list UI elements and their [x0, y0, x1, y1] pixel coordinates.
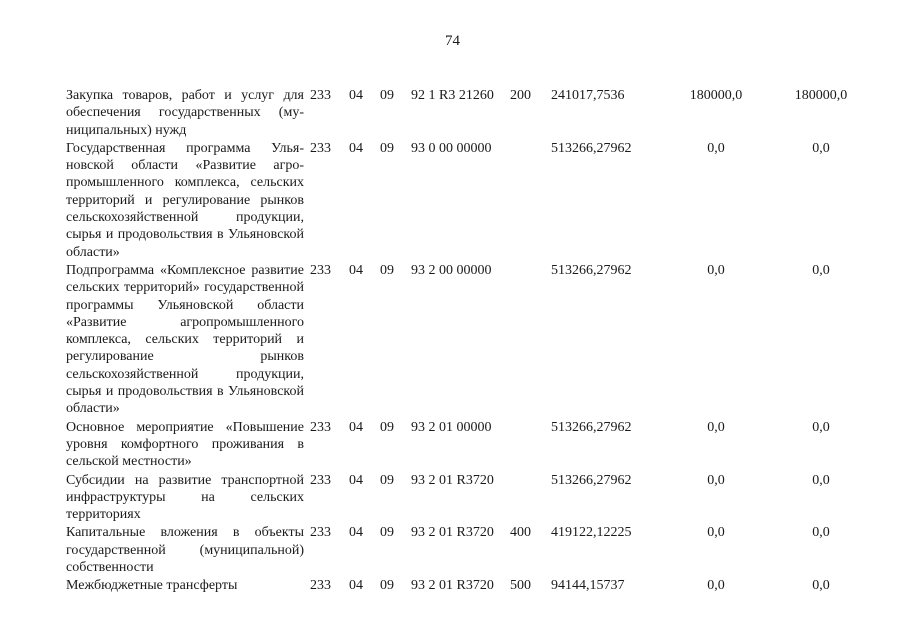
row-rz: 04: [349, 262, 363, 278]
row-csr: 93 2 01 R3720: [411, 525, 494, 541]
row-grbs: 233: [310, 88, 331, 103]
row-grbs: 233: [310, 578, 331, 594]
page-number: 74: [445, 33, 460, 49]
row-sum3: 0,0: [812, 578, 830, 594]
row-vr: [510, 419, 547, 472]
row-pr: 09: [380, 262, 394, 278]
budget-table: [66, 87, 871, 596]
row-vr: [510, 262, 547, 419]
row-pr: 09: [380, 472, 394, 488]
row-sum1: 513266,27962: [551, 262, 632, 278]
row-rz: 04: [349, 419, 363, 435]
row-pr: 09: [380, 578, 394, 594]
row-grbs: 233: [310, 419, 331, 435]
row-sum2: 0,0: [707, 140, 725, 156]
row-sum1: 513266,27962: [551, 472, 632, 488]
row-csr: 93 0 00 00000: [411, 140, 492, 156]
row-sum1: 241017,7536: [551, 88, 625, 103]
row-name: Подпрограмма «Комплексное развитие сельских территорий» государственной программы Ульяновской области «Развитие агропромышленного комплекса, сельских территорий и регулирование рынков сельскохозяйственной продукции, сырья и продовольствия в Ульяновской области»: [66, 262, 304, 417]
row-name: Субсидии на развитие транспортной инфраструктуры на сельских территориях: [66, 472, 304, 523]
row-name: Межбюджетные трансферты: [66, 578, 238, 594]
row-sum3: 0,0: [812, 140, 830, 156]
table-row: [66, 87, 871, 140]
row-csr: 92 1 R3 21260: [411, 88, 494, 103]
row-name: Основное мероприятие «Повышение уровня комфортного проживания в сельской местности»: [66, 419, 304, 470]
table-row: [66, 577, 871, 595]
row-pr: 09: [380, 88, 394, 103]
row-grbs: 233: [310, 525, 331, 541]
row-sum3: 0,0: [812, 472, 830, 488]
row-csr: 93 2 01 00000: [411, 419, 492, 435]
row-rz: 04: [349, 472, 363, 488]
row-name: Закупка товаров, работ и услуг для обеспечения государственных (муниципальных) нужд: [66, 88, 304, 138]
row-sum3: 0,0: [812, 419, 830, 435]
row-csr: 93 2 00 00000: [411, 262, 492, 278]
row-grbs: 233: [310, 262, 331, 278]
row-pr: 09: [380, 419, 394, 435]
row-sum1: 94144,15737: [551, 578, 625, 594]
table-row: [66, 419, 871, 472]
row-name: Государственная программа Ульяновской области «Развитие агропромышленного комплекса, сельских территорий и регулирование рынков сельскохозяйственной продукции, сырья и продовольствия в Ульяновской области»: [66, 140, 304, 260]
table-row: [66, 524, 871, 577]
row-name: Капитальные вложения в объекты государственной (муниципальной) собственности: [66, 525, 304, 576]
row-pr: 09: [380, 140, 394, 156]
row-vr: [510, 472, 547, 525]
row-sum2: 0,0: [707, 472, 725, 488]
row-sum1: 513266,27962: [551, 140, 632, 156]
row-pr: 09: [380, 525, 394, 541]
row-vr: 200: [510, 88, 531, 103]
row-sum2: 180000,0: [689, 88, 743, 103]
row-sum3: 0,0: [812, 262, 830, 278]
table-row: [66, 262, 871, 419]
row-vr: [510, 140, 547, 262]
table-row: [66, 140, 871, 262]
table-row: [66, 472, 871, 525]
row-rz: 04: [349, 140, 363, 156]
row-csr: 93 2 01 R3720: [411, 578, 494, 594]
row-vr: 400: [510, 525, 531, 541]
row-sum2: 0,0: [707, 525, 725, 541]
row-sum3: 0,0: [812, 525, 830, 541]
row-csr: 93 2 01 R3720: [411, 472, 494, 488]
row-sum3: 180000,0: [794, 88, 848, 103]
row-sum2: 0,0: [707, 262, 725, 278]
row-grbs: 233: [310, 140, 331, 156]
row-sum2: 0,0: [707, 578, 725, 594]
row-sum2: 0,0: [707, 419, 725, 435]
row-sum1: 419122,12225: [551, 525, 632, 541]
row-vr: 500: [510, 578, 531, 594]
row-rz: 04: [349, 578, 363, 594]
row-grbs: 233: [310, 472, 331, 488]
row-sum1: 513266,27962: [551, 419, 632, 435]
row-rz: 04: [349, 525, 363, 541]
row-rz: 04: [349, 88, 363, 103]
